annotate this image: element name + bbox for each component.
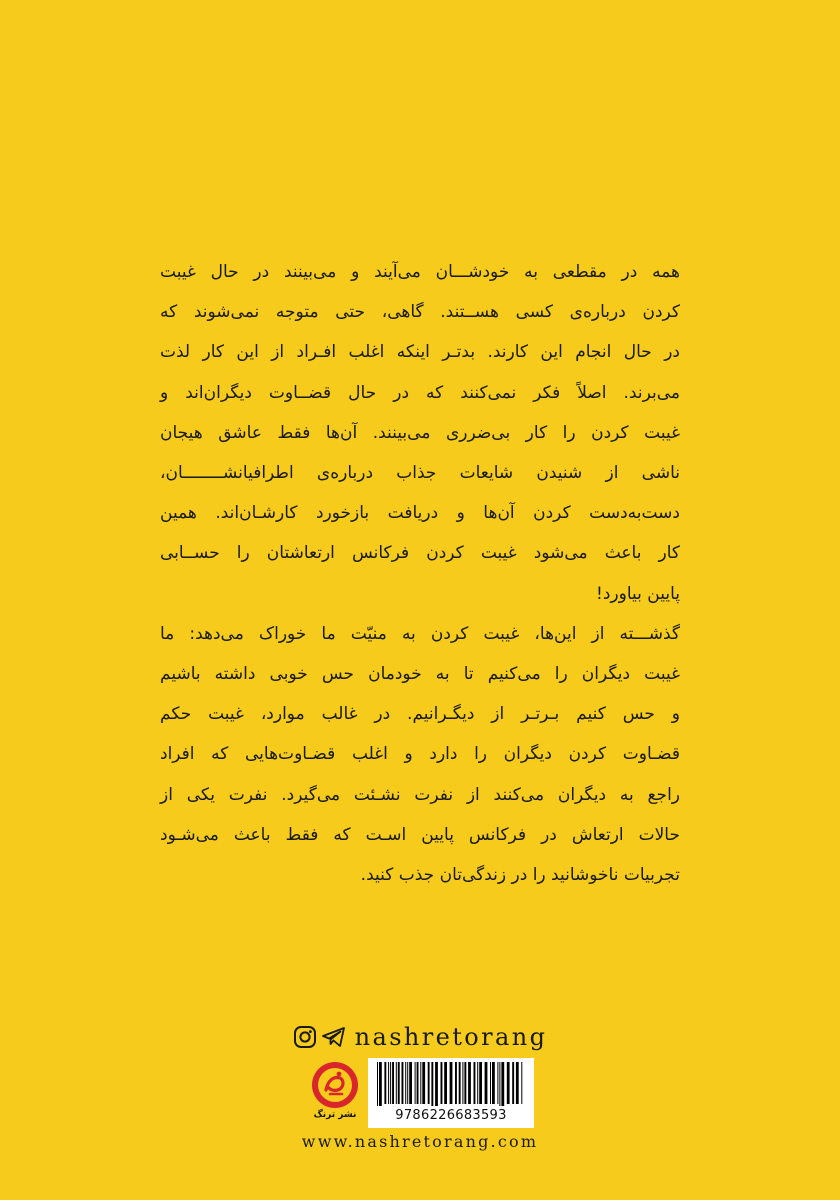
barcode-bar	[512, 1062, 514, 1104]
social-handle: nashretorang	[354, 1023, 548, 1051]
telegram-icon[interactable]	[321, 1025, 347, 1049]
text-line: می‌برند. اصلاً فکر نمی‌کنند که در حال قضــاوت دیگران‌اند و	[160, 382, 680, 403]
text-line: پایین بیاورد!	[596, 583, 680, 604]
text-line: راجع به دیگران می‌کنند از نفرت نشـئت می‌گیرد. نفرت یکی از	[160, 784, 680, 805]
barcode-bar	[516, 1062, 519, 1104]
barcode-bar	[474, 1062, 476, 1104]
text-line: گذشـــته از این‌ها، غیبت کردن به منیّت ما خوراک می‌دهد: ما	[160, 623, 680, 644]
text-line: ناشی از شنیدن شایعات جذاب درباره‌ی اطرافیانشــــــــان،	[160, 463, 680, 484]
publisher-website[interactable]: www.nashretorang.com	[301, 1132, 539, 1151]
barcode-bar	[444, 1062, 447, 1104]
barcode-bar	[377, 1062, 378, 1106]
publisher-logo-mark	[310, 1060, 360, 1110]
text-line: همه در مقطعی به خودشـــان می‌آیند و می‌بینند در حال غیبت	[160, 262, 680, 282]
barcode-bar	[398, 1062, 400, 1104]
barcode-bar	[450, 1062, 453, 1104]
text-line: قضـاوت کردن دیگران را دارد و اغلب قضـاوت‌هایی که افراد	[160, 744, 680, 765]
text-line: و حس کنیم بـرتـر از دیگـرانیم. در غالب موارد، غیبت حکم	[160, 704, 680, 725]
barcode-bar	[490, 1062, 491, 1104]
barcode-bar	[497, 1062, 498, 1104]
barcode-bar	[384, 1062, 386, 1104]
barcode-bar	[499, 1062, 500, 1106]
barcode-bar	[455, 1062, 457, 1104]
barcode-bar	[428, 1062, 430, 1104]
text-line: غیبت دیگران را می‌کنیم تا به خودمان حس خوبی داشته باشیم	[160, 664, 680, 685]
barcode-bar	[501, 1062, 504, 1106]
isbn-barcode	[368, 1058, 534, 1128]
barcode-bar	[405, 1062, 406, 1104]
barcode-bar	[485, 1062, 488, 1104]
text-line: کار باعث می‌شود غیبت کردن فرکانس ارتعاشتان را حســابی	[160, 543, 680, 564]
barcode-bar	[459, 1062, 461, 1104]
barcode-bar	[409, 1062, 412, 1104]
barcode-bar	[388, 1062, 389, 1104]
barcode-bar	[396, 1062, 397, 1104]
publisher-logo-text: نشر ترنگ	[313, 1110, 357, 1120]
text-line: غیبت کردن را کار بی‌ضرری می‌بینند. آن‌ها فقط عاشق هیجان	[160, 422, 680, 443]
barcode-bar	[464, 1062, 466, 1104]
barcode-bar	[422, 1062, 425, 1104]
barcode-bar	[507, 1062, 510, 1104]
barcode-bar	[390, 1062, 391, 1104]
barcode-bar	[415, 1062, 416, 1104]
text-line: دست‌به‌دست کردن آن‌ها و دریافت بازخورد کارشـان‌اند. همین	[160, 503, 680, 524]
barcode-bars	[376, 1062, 526, 1106]
barcode-bar	[492, 1062, 495, 1104]
barcode-bar	[392, 1062, 394, 1104]
barcode-bar	[417, 1062, 419, 1104]
blurb-paragraph-1	[160, 252, 680, 614]
social-handle-row	[0, 1020, 840, 1054]
text-line: در حال انجام این کارند. بدتـر اینکه اغلب افـراد از این کار لذت	[160, 342, 680, 363]
barcode-bar	[462, 1062, 463, 1104]
blurb-text	[160, 252, 680, 895]
text-line: تجربیات ناخوشانید را در زندگی‌تان جذب کنید.	[360, 865, 680, 886]
barcode-bar	[479, 1062, 482, 1104]
text-line: حالات ارتعاش در فرکانس پایین اسـت که فقط باعث می‌شـود	[160, 824, 680, 845]
social-icons	[293, 1025, 347, 1049]
barcode-bar	[435, 1062, 438, 1106]
barcode-bar	[477, 1062, 478, 1104]
barcode-bar	[441, 1062, 443, 1104]
barcode-bar	[521, 1062, 522, 1104]
barcode-bar	[420, 1062, 421, 1104]
instagram-icon[interactable]	[293, 1025, 317, 1049]
isbn-number: 9786226683593	[395, 1108, 507, 1123]
text-line: کردن درباره‌ی کسی هســتند. گاهی، حتی متوجه نمی‌شوند که	[160, 302, 680, 323]
barcode-bar	[402, 1062, 404, 1104]
barcode-bar	[431, 1062, 433, 1106]
barcode-bar	[407, 1062, 408, 1104]
blurb-paragraph-2	[160, 614, 680, 895]
publisher-logo	[310, 1060, 360, 1126]
barcode-bar	[468, 1062, 471, 1104]
barcode-bar	[379, 1062, 382, 1106]
